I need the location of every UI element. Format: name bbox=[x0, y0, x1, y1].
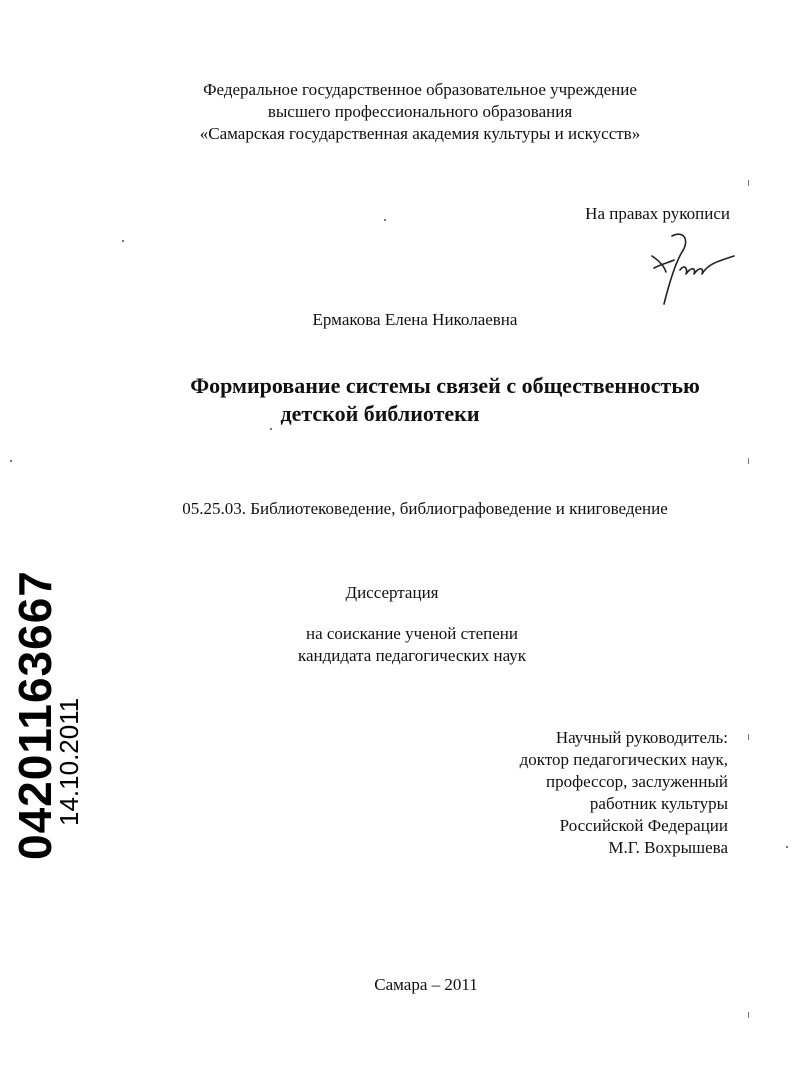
scan-speck bbox=[748, 1012, 749, 1018]
supervisor-title-2: работник культуры bbox=[589, 794, 728, 813]
supervisor-label: Научный руководитель: bbox=[555, 728, 728, 747]
dissertation-title-line-1: Формирование системы связей с общественностью bbox=[190, 373, 700, 398]
institution-line-1: Федеральное государственное образовательное учреждение bbox=[203, 80, 637, 99]
scan-speck bbox=[270, 428, 272, 430]
institution-line-2: высшего профессионального образования bbox=[267, 102, 573, 121]
specialty-code: 05.25.03. Библиотековедение, библиографоведение и книговедение bbox=[182, 499, 668, 518]
scan-speck bbox=[748, 734, 749, 740]
supervisor-name: М.Г. Вохрышева bbox=[608, 838, 728, 857]
library-stamp-code: 04201163667 bbox=[9, 570, 61, 860]
scan-speck bbox=[786, 846, 788, 848]
rights-notice: На правах рукописи bbox=[585, 204, 730, 223]
city-year: Самара – 2011 bbox=[374, 975, 478, 994]
signature-icon bbox=[644, 226, 736, 316]
scan-speck bbox=[384, 219, 386, 221]
degree-line-2: кандидата педагогических наук bbox=[297, 646, 527, 665]
library-stamp-date: 14.10.2011 bbox=[54, 697, 84, 826]
supervisor-title-3: Российской Федерации bbox=[559, 816, 728, 835]
scan-speck bbox=[10, 460, 12, 462]
supervisor-title: профессор, заслуженный bbox=[545, 772, 728, 791]
document-type: Диссертация bbox=[345, 583, 439, 602]
scan-speck bbox=[748, 180, 749, 186]
degree-line-1: на соискание ученой степени bbox=[305, 624, 519, 643]
scan-speck bbox=[748, 458, 749, 464]
supervisor-degree: доктор педагогических наук, bbox=[519, 750, 728, 769]
institution-line-3: «Самарская государственная академия культуры и искусств» bbox=[199, 124, 641, 143]
scan-speck bbox=[122, 240, 124, 242]
dissertation-title-line-2: детской библиотеки bbox=[280, 401, 480, 426]
author-name: Ермакова Елена Николаевна bbox=[312, 310, 518, 329]
